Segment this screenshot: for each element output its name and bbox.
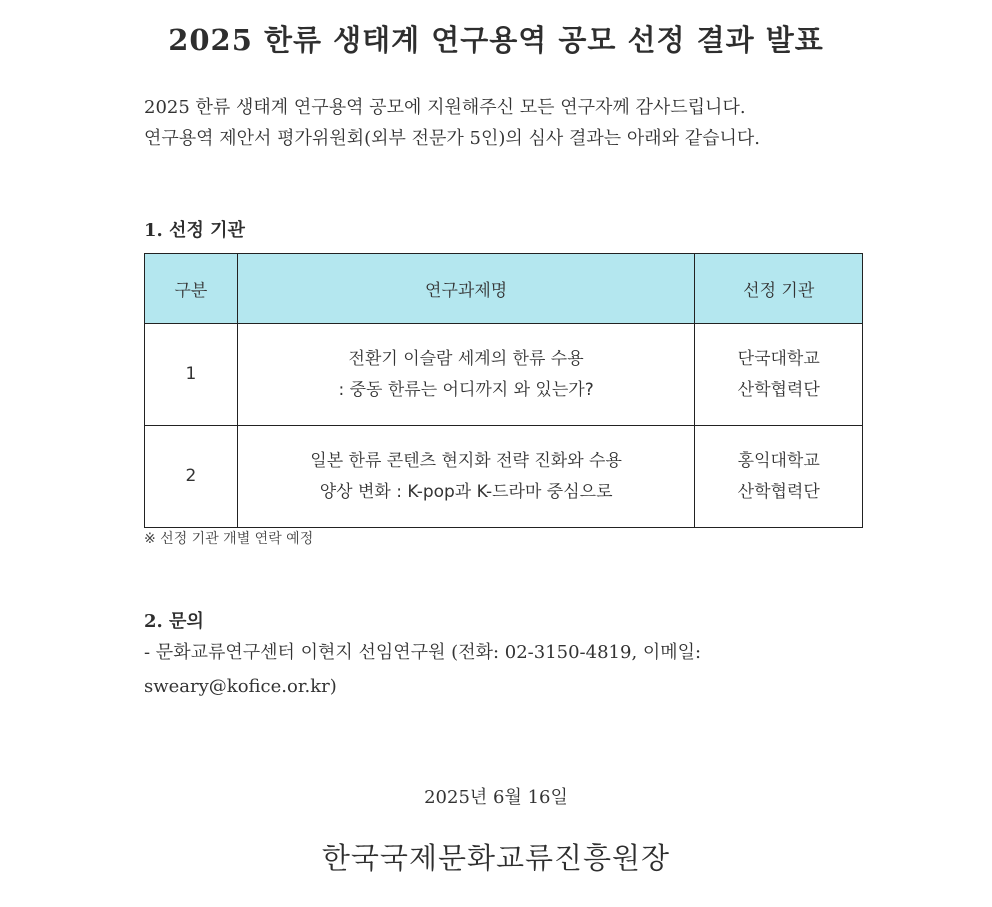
project-title-line: 전환기 이슬람 세계의 한류 수용 [348, 348, 584, 369]
project-title-cell [237, 426, 695, 528]
contact-info [144, 636, 864, 704]
intro-paragraph [144, 92, 864, 154]
organization-line: 홍익대학교 [737, 450, 820, 471]
table-row [145, 324, 863, 426]
organization-cell [695, 426, 863, 528]
organization-line: 산학협력단 [737, 481, 820, 502]
project-title-cell [237, 324, 695, 426]
section-heading-selected: 1. 선정 기관 [144, 220, 245, 241]
row-number: 2 [145, 426, 238, 528]
column-header-no: 구분 [145, 254, 238, 324]
column-header-title: 연구과제명 [237, 254, 695, 324]
intro-line: 연구용역 제안서 평가위원회(외부 전문가 5인)의 심사 결과는 아래와 같습니다. [144, 128, 761, 149]
table-footnote: ※ 선정 기관 개별 연락 예정 [144, 531, 314, 547]
project-title-line: 양상 변화 : K-pop과 K-드라마 중심으로 [319, 481, 613, 502]
project-title-line: : 중동 한류는 어디까지 와 있는가? [338, 379, 594, 400]
table-header-row [145, 254, 863, 324]
section-heading-inquiry: 2. 문의 [144, 611, 204, 632]
project-title-line: 일본 한류 콘텐츠 현지화 전략 진화와 수용 [310, 450, 622, 471]
signer-title: 한국국제문화교류진흥원장 [321, 841, 671, 875]
column-header-org: 선정 기관 [695, 254, 863, 324]
row-number: 1 [145, 324, 238, 426]
intro-line: 2025 한류 생태계 연구용역 공모에 지원해주신 모든 연구자께 감사드립니다. [144, 97, 746, 118]
page-title: 2025 한류 생태계 연구용역 공모 선정 결과 발표 [168, 23, 824, 57]
contact-line: - 문화교류연구센터 이현지 선임연구원 (전화: 02-3150-4819, 이메일: [144, 642, 702, 663]
table-row [145, 426, 863, 528]
selection-table [144, 253, 863, 528]
organization-line: 산학협력단 [737, 379, 820, 400]
organization-cell [695, 324, 863, 426]
organization-line: 단국대학교 [737, 348, 820, 369]
announcement-date: 2025년 6월 16일 [424, 787, 568, 808]
contact-email-line[interactable]: sweary@kofice.or.kr) [144, 676, 337, 697]
